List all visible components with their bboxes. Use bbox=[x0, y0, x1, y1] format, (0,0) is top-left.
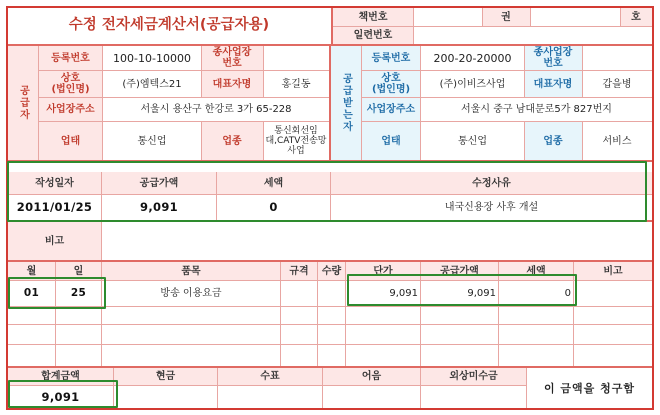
supplier-reg-value: 100-10-10000 bbox=[113, 51, 191, 65]
supplier-item-value: 통신회선임대,CATV전송망사업 bbox=[265, 126, 327, 156]
receiver-name-label: 상호 (법인명) bbox=[362, 71, 420, 97]
row-item-name: 방송 이용요금 bbox=[160, 288, 222, 299]
divider bbox=[263, 46, 264, 97]
divider bbox=[201, 121, 202, 160]
receiver-type-value: 통신업 bbox=[458, 135, 487, 147]
number-value bbox=[530, 8, 620, 26]
tax-header: 세액 bbox=[263, 177, 284, 189]
divider bbox=[524, 121, 525, 160]
divider bbox=[201, 46, 202, 97]
supplier-type-label: 업태 bbox=[39, 122, 102, 160]
row-month: 01 bbox=[23, 287, 40, 299]
supply-amount-header: 공급가액 bbox=[139, 177, 179, 189]
col-header-qty: 수량 bbox=[321, 265, 342, 277]
receiver-side-label: 공급받는자 bbox=[331, 46, 361, 160]
total-label: 합계금액 bbox=[41, 371, 80, 382]
book-no-label: 책번호 bbox=[333, 8, 413, 26]
remark-label: 비고 bbox=[8, 222, 101, 260]
book-unit: 권 bbox=[482, 8, 530, 26]
invoice-title: 수정 전자세금계산서(공급자용) bbox=[68, 16, 270, 33]
total-value: 9,091 bbox=[41, 389, 80, 404]
amount-cols-highlight bbox=[347, 274, 577, 306]
cash-label: 현금 bbox=[155, 371, 176, 382]
row-supply: 9,091 bbox=[467, 288, 496, 299]
supplier-name-label: 상호 (법인명) bbox=[39, 71, 102, 97]
supplier-branch-label: 종사업장 번호 bbox=[201, 46, 263, 70]
receiver-branch-label: 종사업장 번호 bbox=[524, 46, 582, 70]
divider bbox=[8, 324, 652, 325]
supplier-item-label: 업종 bbox=[201, 122, 263, 160]
receiver-rep-label: 대표자명 bbox=[524, 71, 582, 97]
reason-value: 내국신용장 사후 개설 bbox=[444, 202, 539, 213]
receiver-address-label: 사업장주소 bbox=[362, 98, 420, 121]
divider bbox=[420, 46, 421, 160]
remark-value bbox=[102, 222, 652, 260]
col-header-day: 일 bbox=[73, 265, 84, 277]
supplier-address-value: 서울시 용산구 한강로 3가 65-228 bbox=[140, 104, 292, 115]
col-header-supply: 공급가액 bbox=[440, 265, 479, 277]
col-header-tax: 세액 bbox=[526, 265, 546, 277]
book-no-value bbox=[414, 8, 482, 26]
credit-label: 외상미수금 bbox=[449, 371, 498, 382]
divider bbox=[620, 8, 621, 26]
supplier-side-label: 공급자 bbox=[8, 46, 38, 160]
serial-no-label: 일련번호 bbox=[333, 27, 413, 44]
supplier-address-label: 사업장주소 bbox=[39, 98, 102, 121]
divider bbox=[102, 46, 103, 160]
divider bbox=[524, 46, 525, 97]
supplier-branch-value bbox=[263, 46, 329, 70]
row-day: 25 bbox=[70, 287, 87, 299]
row-unit-price: 9,091 bbox=[389, 288, 418, 299]
receiver-item-value: 서비스 bbox=[602, 135, 632, 147]
total-highlight bbox=[8, 380, 118, 408]
divider bbox=[530, 8, 531, 26]
receiver-item-label: 업종 bbox=[524, 122, 582, 160]
reason-header: 수정사유 bbox=[472, 177, 511, 189]
supplier-rep-label: 대표자명 bbox=[201, 71, 263, 97]
check-label: 수표 bbox=[260, 371, 280, 382]
col-header-month: 월 bbox=[26, 265, 37, 277]
divider bbox=[8, 344, 652, 345]
number-unit: 호 bbox=[620, 8, 652, 26]
note-label: 어음 bbox=[361, 371, 382, 382]
col-header-remark: 비고 bbox=[603, 265, 623, 277]
divider bbox=[582, 121, 583, 160]
receiver-reg-value: 200-20-20000 bbox=[433, 51, 512, 65]
supply-amount-value: 9,091 bbox=[140, 200, 178, 214]
receiver-address-value: 서울시 중구 남대문로5가 827번지 bbox=[461, 104, 612, 115]
date-header: 작성일자 bbox=[35, 177, 74, 189]
date-value: 2011/01/25 bbox=[16, 200, 93, 214]
receiver-name-value: (주)이비즈사업 bbox=[439, 78, 506, 90]
col-header-unit-price: 단가 bbox=[373, 265, 393, 277]
supplier-reg-label: 등록번호 bbox=[39, 46, 102, 70]
summary-highlight bbox=[7, 161, 647, 222]
divider bbox=[582, 46, 583, 97]
receiver-branch-value bbox=[582, 46, 652, 70]
tax-value: 0 bbox=[269, 200, 278, 214]
col-header-spec: 규격 bbox=[289, 265, 309, 277]
divider bbox=[263, 121, 264, 160]
divider bbox=[482, 8, 483, 26]
row-tax: 0 bbox=[564, 288, 571, 299]
claim-text: 이 금액을 청구함 bbox=[543, 381, 636, 395]
receiver-rep-value: 갑을병 bbox=[602, 78, 632, 90]
col-header-item: 품목 bbox=[181, 265, 201, 277]
receiver-type-label: 업태 bbox=[362, 122, 420, 160]
supplier-rep-value: 홍길동 bbox=[281, 78, 311, 90]
supplier-name-value: (주)엠텍스21 bbox=[122, 78, 182, 90]
date-cols-highlight bbox=[8, 277, 106, 309]
receiver-reg-label: 등록번호 bbox=[362, 46, 420, 70]
supplier-type-value: 통신업 bbox=[137, 135, 167, 147]
